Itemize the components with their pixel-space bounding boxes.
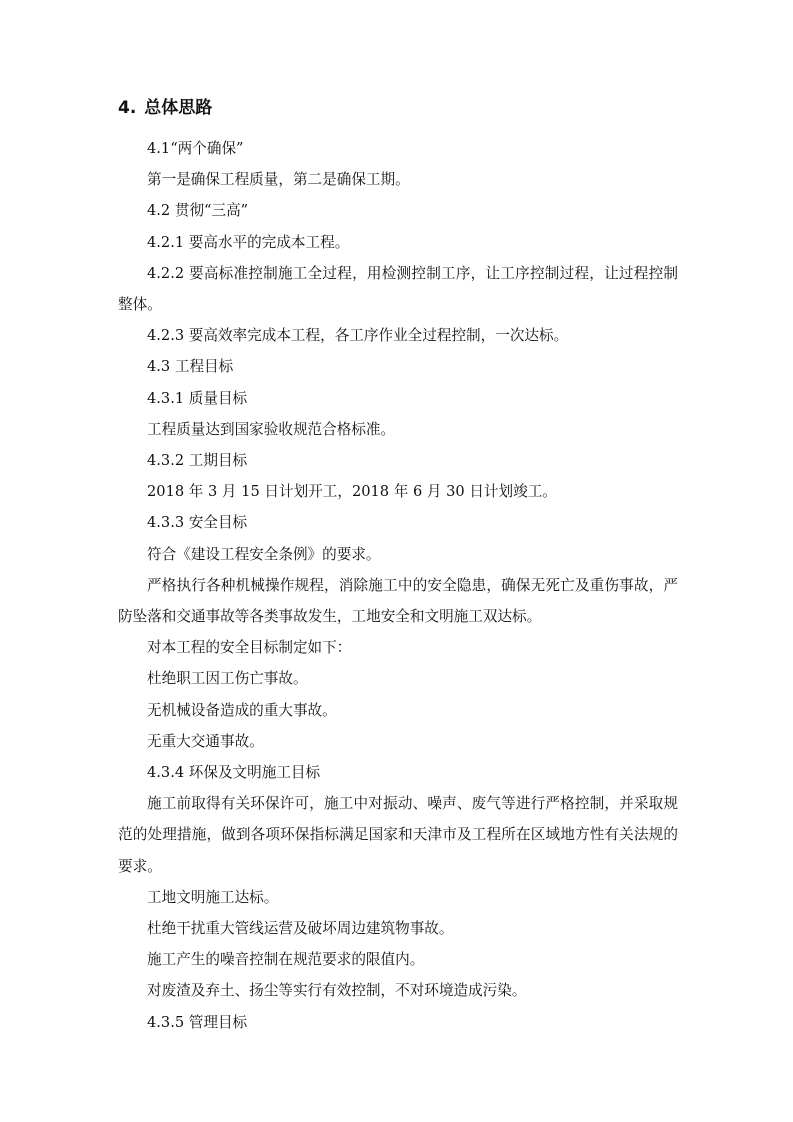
- section-heading: [118, 96, 212, 120]
- paragraph: 对本工程的安全目标制定如下：: [147, 639, 352, 657]
- paragraph: 无重大交通事故。: [147, 732, 264, 750]
- paragraph: 工程质量达到国家验收规范合格标准。: [147, 420, 396, 438]
- paragraph: 无机械设备造成的重大事故。: [147, 701, 337, 719]
- paragraph: 4.3.5 管理目标: [147, 1013, 248, 1031]
- paragraph: 杜绝干扰重大管线运营及破坏周边建筑物事故。: [147, 920, 454, 938]
- paragraph: 4.3 工程目标: [147, 358, 234, 376]
- paragraph: 4.3.3 安全目标: [147, 514, 248, 532]
- section-body: [118, 133, 678, 1038]
- paragraph: 第一是确保工程质量，第二是确保工期。: [147, 171, 410, 189]
- paragraph: 4.3.1 质量目标: [147, 389, 248, 407]
- paragraph: 2018 年 3 月 15 日计划开工，2018 年 6 月 30 日计划竣工。: [147, 483, 557, 501]
- section-title: 总体思路: [144, 98, 213, 118]
- paragraph: 施工前取得有关环保许可，施工中对振动、噪声、废气等进行严格控制，并采取规范的处理措施，做到各项环保指标满足国家和天津市及工程所在区域地方性有关法规的要求。: [118, 795, 678, 875]
- paragraph: 4.2.3 要高效率完成本工程，各工序作业全过程控制，一次达标。: [147, 327, 569, 345]
- section-number: 4.: [118, 98, 137, 118]
- paragraph: 严格执行各种机械操作规程，消除施工中的安全隐患，确保无死亡及重伤事故，严防坠落和交通事故等各类事故发生，工地安全和文明施工双达标。: [118, 576, 678, 626]
- paragraph: 4.2.2 要高标准控制施工全过程，用检测控制工序，让工序控制过程，让过程控制整体。: [118, 264, 678, 314]
- paragraph: 4.3.2 工期目标: [147, 452, 248, 470]
- paragraph: 4.3.4 环保及文明施工目标: [147, 764, 321, 782]
- paragraph: 4.2.1 要高水平的完成本工程。: [147, 233, 350, 251]
- paragraph: 4.1“两个确保”: [147, 140, 244, 157]
- paragraph: 4.2 贯彻“三高”: [147, 202, 249, 220]
- paragraph: 施工产生的噪音控制在规范要求的限值内。: [147, 951, 425, 969]
- paragraph: 对废渣及弃土、扬尘等实行有效控制，不对环境造成污染。: [147, 982, 527, 1000]
- paragraph: 符合《建设工程安全条例》的要求。: [147, 545, 381, 563]
- paragraph: 工地文明施工达标。: [147, 888, 279, 906]
- paragraph: 杜绝职工因工伤亡事故。: [147, 670, 308, 688]
